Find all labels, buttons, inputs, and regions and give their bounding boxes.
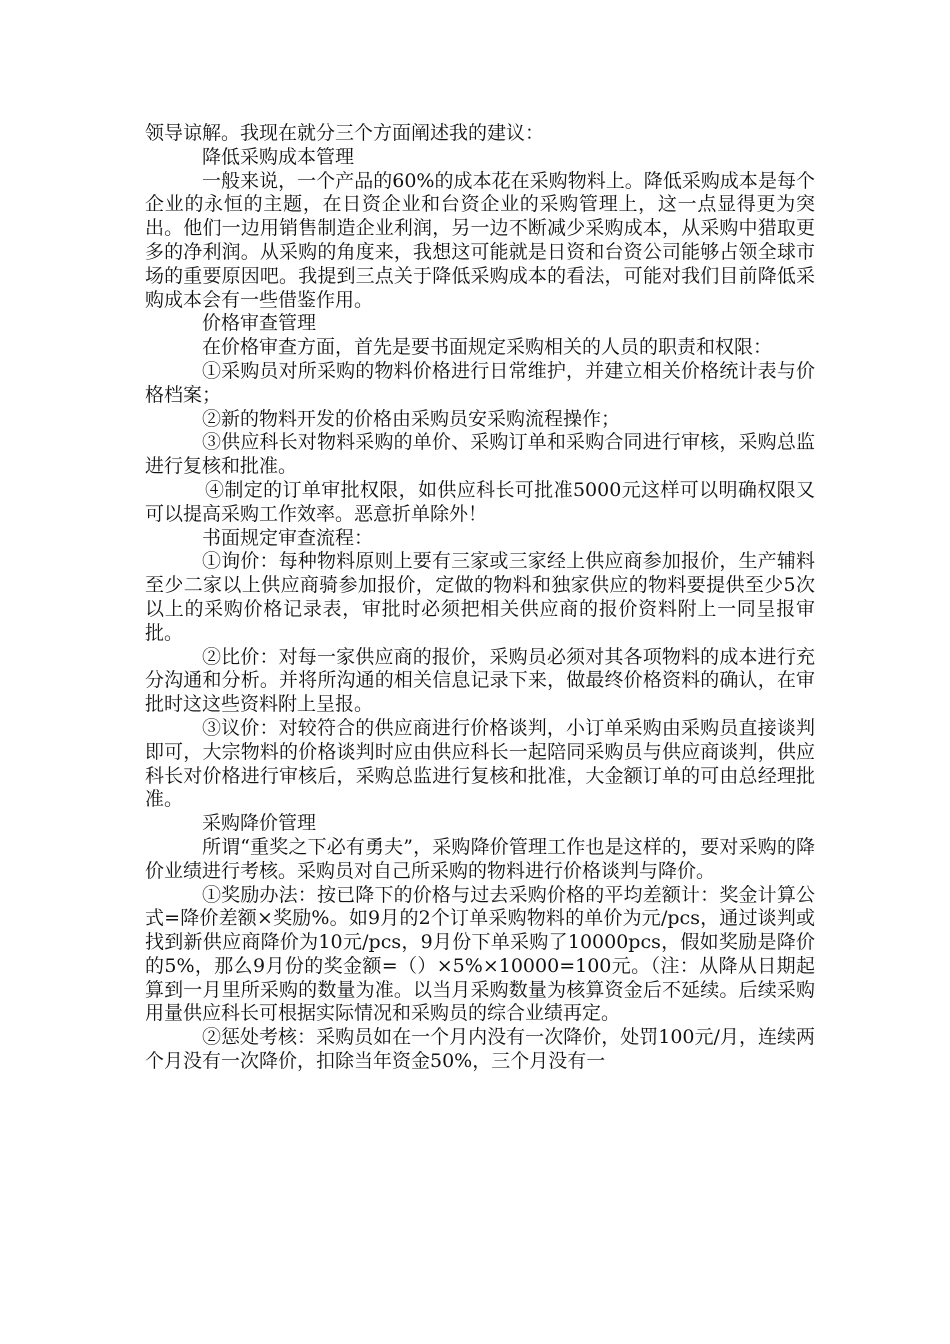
heading-price-reduction: 采购降价管理 — [202, 812, 317, 835]
list-item-penalty: ②惩处考核：采购员如在一个月内没有一次降价，处罚100元/月，连续两个月没有一次降价，扣除当年资金50%，三个月没有一 — [145, 1026, 815, 1073]
paragraph-reduce-cost: 一般来说，一个产品的60%的成本花在采购物料上。降低采购成本是每个企业的永恒的主题，在日资企业和台资企业的采购管理上，这一点显得更为突出。他们一边用销售制造企业利润，另一边不断减少采购成本，从采购中猎取更多的净利润。从采购的角度来，我想这可能就是日资和台资公司能够占领全球市场的重要原因吧。我提到三点关于降低采购成本的看法，可能对我们目前降低采购成本会有一些借鉴作用。 — [145, 169, 815, 311]
document-page — [145, 122, 815, 1074]
list-item-duty-4: ④制定的订单审批权限，如供应科长可批准5000元这样可以明确权限又可以提高采购工作效率。恶意折单除外！ — [145, 478, 815, 525]
list-item-duty-1: ①采购员对所采购的物料价格进行日常维护，并建立相关价格统计表与价格档案； — [145, 359, 815, 406]
paragraph-price-reduction: 所谓“重奖之下必有勇夫”，采购降价管理工作也是这样的，要对采购的降价业绩进行考核。采购员对自己所采购的物料进行价格谈判与降价。 — [145, 835, 815, 882]
list-item-reward: ①奖励办法：按已降下的价格与过去采购价格的平均差额计：奖金计算公式=降价差额×奖励%。如9月的2个订单采购物料的单价为元/pcs，通过谈判或找到新供应商降价为10元/pcs，9月份下单采购了10000pcs，假如奖励是降价的5%，那么9月份的奖金额=（）×5%×10000=100元。（注：从降从日期起算到一月里所采购的数量为准。以当月采购数量为核算资金后不延续。后续采购用量供应科长可根据实际情况和采购员的综合业绩再定。 — [145, 883, 815, 1025]
heading-price-review: 价格审查管理 — [202, 312, 317, 335]
list-item-compare: ②比价：对每一家供应商的报价，采购员必须对其各项物料的成本进行充分沟通和分析。并将所沟通的相关信息记录下来，做最终价格资料的确认，在审批时这这些资料附上呈报。 — [145, 645, 815, 716]
paragraph-price-review: 在价格审查方面，首先是要书面规定采购相关的人员的职责和权限： — [202, 336, 773, 359]
list-item-inquiry: ①询价：每种物料原则上要有三家或三家经上供应商参加报价，生产辅料至少二家以上供应商骑参加报价，定做的物料和独家供应的物料要提供至少5次以上的采购价格记录表，审批时必须把相关供应商的报价资料附上一同呈报审批。 — [145, 550, 815, 644]
list-item-duty-3: ③供应科长对物料采购的单价、采购订单和采购合同进行审核，采购总监进行复核和批准。 — [145, 431, 815, 478]
list-item-negotiate: ③议价：对较符合的供应商进行价格谈判，小订单采购由采购员直接谈判即可，大宗物料的价格谈判时应由供应科长一起陪同采购员与供应商谈判，供应科长对价格进行审核后，采购总监进行复核和批准，大金额订单的可由总经理批准。 — [145, 716, 815, 811]
list-item-duty-2: ②新的物料开发的价格由采购员安采购流程操作； — [202, 407, 621, 430]
heading-review-process: 书面规定审查流程： — [202, 526, 374, 549]
heading-reduce-cost: 降低采购成本管理 — [202, 145, 355, 168]
paragraph-intro: 领导谅解。我现在就分三个方面阐述我的建议： — [145, 122, 545, 144]
